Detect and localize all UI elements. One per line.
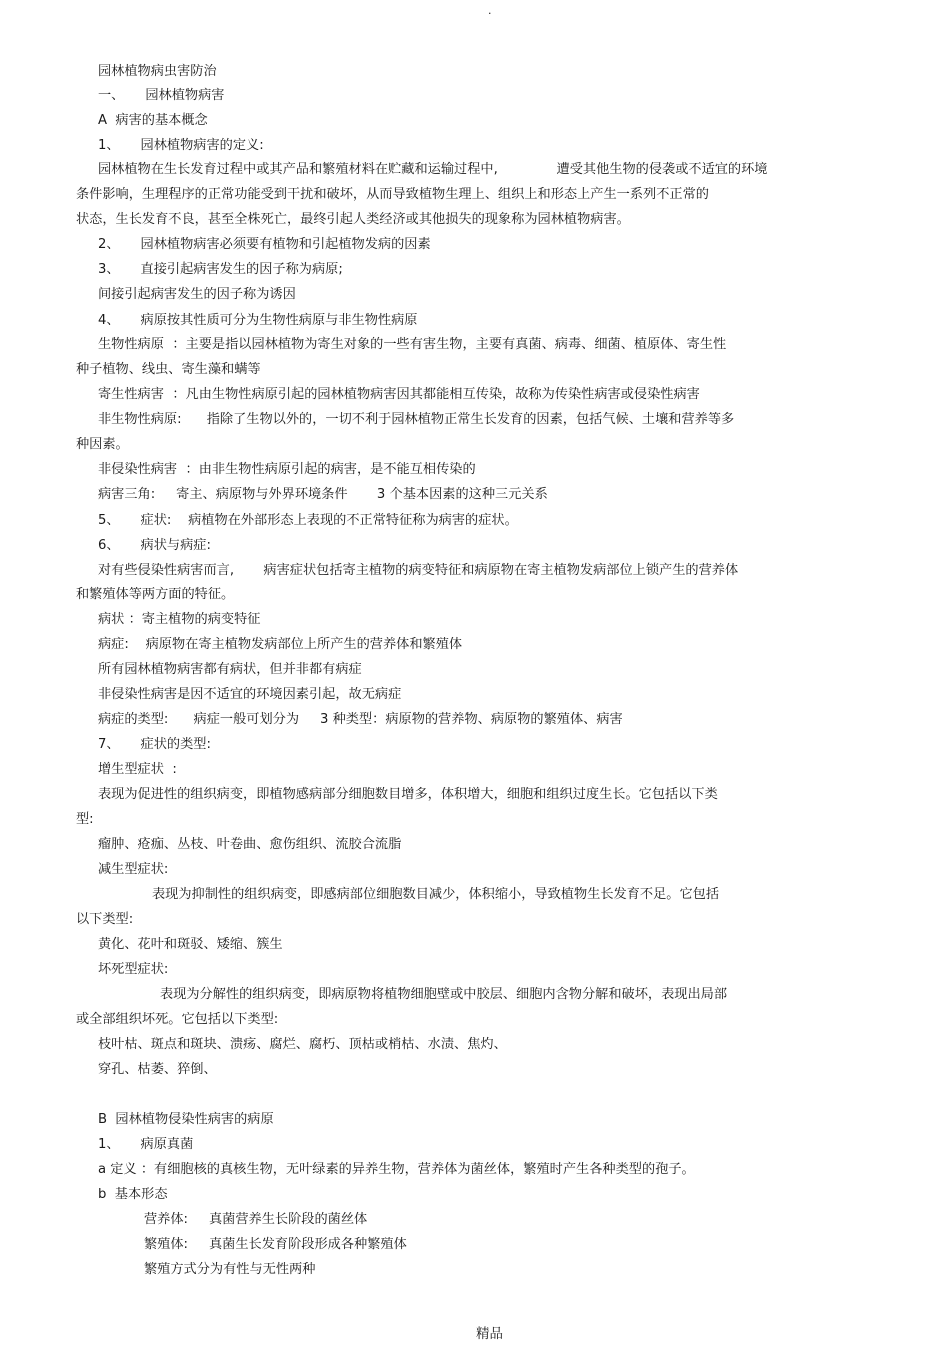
text-line: 间接引起病害发生的因子称为诱因 [98,287,296,302]
text-line: 和繁殖体等两方面的特征。 [76,587,235,602]
text-line: B 园林植物侵染性病害的病原 [98,1112,274,1127]
text-line: 生物性病原 ：主要是指以园林植物为寄生对象的一些有害生物，主要有真菌、病毒、细菌、植原体、寄生性 [98,337,727,352]
text-line: 增生型症状 : [98,762,177,777]
text-line: 黄化、花叶和斑驳、矮缩、簇生 [98,937,283,952]
text-line: 园林植物病虫害防治 [98,64,217,79]
text-line: 繁殖方式分为有性与无性两种 [144,1262,316,1277]
text-line: 5、 症状: 病植物在外部形态上表现的不正常特征称为病害的症状。 [98,513,518,528]
text-line: 以下类型: [76,912,134,927]
text-line: A 病害的基本概念 [98,113,208,128]
text-line: 枝叶枯、斑点和斑块、溃疡、腐烂、腐朽、顶枯或梢枯、水渍、焦灼、 [98,1037,507,1052]
text-line: 种因素。 [76,437,129,452]
text-line: 型: [76,812,94,827]
text-line: b 基本形态 [98,1187,168,1202]
text-line: 病症的类型: 病症一般可划分为 3 种类型：病原物的营养物、病原物的繁殖体、病害 [98,712,623,727]
text-line: 表现为抑制性的组织病变，即感病部位细胞数目减少，体积缩小，导致植物生长发育不足。它包括 [152,887,720,902]
text-line: 非生物性病原: 指除了生物以外的，一切不利于园林植物正常生长发育的因素，包括气候、土壤和营养等多 [98,412,735,427]
text-line: 寄生性病害 ：凡由生物性病原引起的园林植物病害因其都能相互传染，故称为传染性病害或侵染性病害 [98,387,700,402]
text-line: 或全部组织坏死。它包括以下类型: [76,1012,279,1027]
text-line: 对有些侵染性病害而言, 病害症状包括寄主植物的病变特征和病原物在寄主植物发病部位上锁产生的营养体 [98,563,739,578]
text-line: 穿孔、枯萎、猝倒、 [98,1062,217,1077]
text-line: 所有园林植物病害都有病状，但并非都有病症 [98,662,362,677]
text-line: 瘤肿、疮痂、丛枝、叶卷曲、愈伤组织、流胶合流脂 [98,837,402,852]
text-line: 一、 园林植物病害 [98,88,225,103]
text-line: 病症: 病原物在寄主植物发病部位上所产生的营养体和繁殖体 [98,637,463,652]
text-line: 1、 病原真菌 [98,1137,194,1152]
text-line: 状态，生长发育不良，甚至全株死亡，最终引起人类经济或其他损失的现象称为园林植物病害。 [76,212,630,227]
text-line: 表现为分解性的组织病变，即病原物将植物细胞壁或中胶层、细胞内含物分解和破坏，表现出局部 [160,987,728,1002]
text-line: 繁殖体: 真菌生长发育阶段形成各种繁殖体 [144,1237,407,1252]
text-line: 减生型症状: [98,862,169,877]
text-line: 营养体: 真菌营养生长阶段的菌丝体 [144,1212,368,1227]
text-line: 病状 ：寄主植物的病变特征 [98,612,261,627]
text-line: 条件影响，生理程序的正常功能受到干扰和破坏，从而导致植物生理上、组织上和形态上产生一系列不正常的 [76,187,709,202]
text-line: 2、 园林植物病害必须要有植物和引起植物发病的因素 [98,237,431,252]
text-line: 病害三角: 寄主、病原物与外界环境条件 3 个基本因素的这种三元关系 [98,487,548,502]
text-line: 3、 直接引起病害发生的因子称为病原; [98,262,343,277]
text-line: 非侵染性病害是因不适宜的环境因素引起，故无病症 [98,687,402,702]
text-line: 7、 症状的类型: [98,737,211,752]
page-footer: 精品 [476,1326,503,1342]
text-line: 6、 病状与病症: [98,538,211,553]
text-line: 坏死型症状: [98,962,169,977]
text-line: 表现为促进性的组织病变，即植物感病部分细胞数目增多，体积增大，细胞和组织过度生长。它包括以下类 [98,787,718,802]
text-line: 园林植物在生长发育过程中或其产品和繁殖材料在贮藏和运输过程中, 遭受其他生物的侵袭或不适宜的环境 [98,162,768,177]
header-dot: . [488,4,492,17]
text-line: a 定义 ：有细胞核的真核生物，无叶绿素的异养生物，营养体为菌丝体，繁殖时产生各种类型的孢子。 [98,1162,695,1177]
text-line: 非侵染性病害 ：由非生物性病原引起的病害，是不能互相传染的 [98,462,476,477]
text-line: 4、 病原按其性质可分为生物性病原与非生物性病原 [98,313,418,328]
text-line: 1、 园林植物病害的定义: [98,138,264,153]
text-line: 种子植物、线虫、寄生藻和螨等 [76,362,261,377]
